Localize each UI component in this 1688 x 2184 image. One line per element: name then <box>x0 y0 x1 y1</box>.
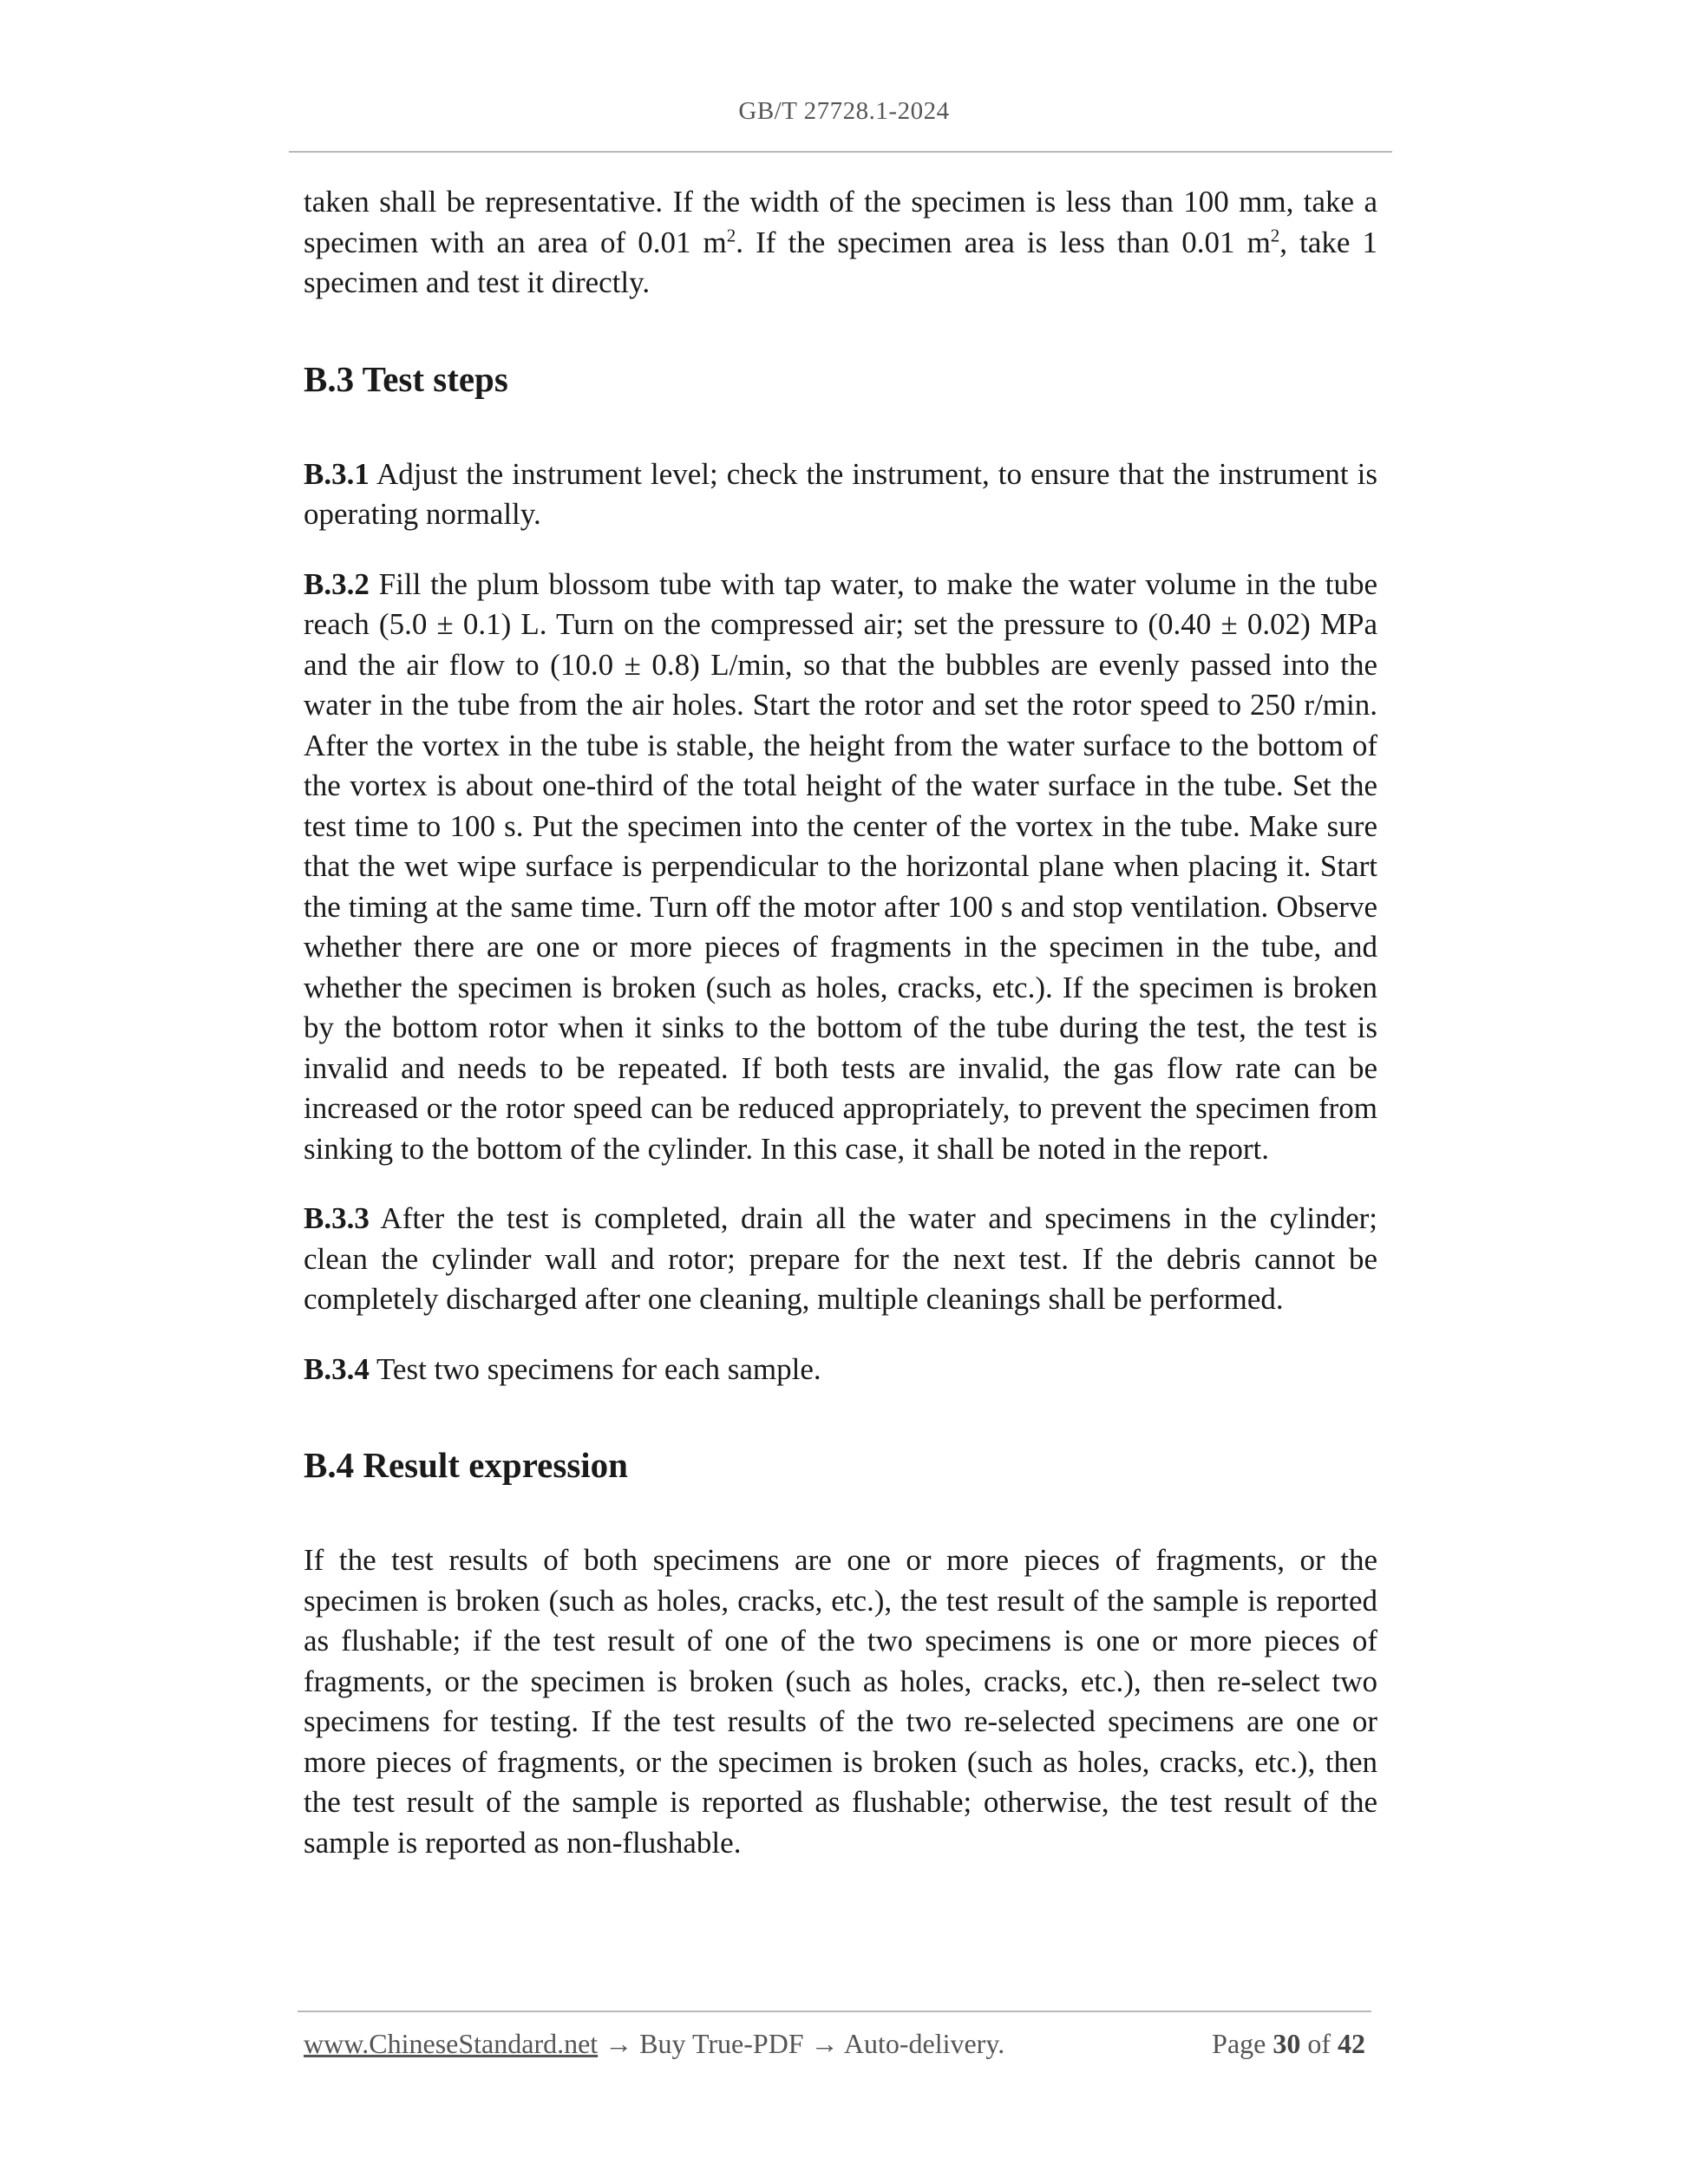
intro-paragraph <box>304 182 1377 304</box>
page-of-label: of <box>1300 2028 1338 2059</box>
clause-text: After the test is completed, drain all the water and specimens in the cylinder; clean the cylinder wall and rotor; prepare for the next test. If the debris cannot be completely discharged after one cleaning, multiple cleanings shall be performed. <box>304 1201 1377 1316</box>
clause-b-3-4 <box>304 1350 1377 1390</box>
arrow-icon: → <box>803 2028 844 2059</box>
buy-true-pdf-text: Buy True-PDF <box>639 2028 804 2059</box>
clause-number: B.3.1 <box>304 456 370 491</box>
website-link[interactable]: www.ChineseStandard.net <box>304 2028 599 2059</box>
clause-b-3-2 <box>304 565 1377 1170</box>
page-current: 30 <box>1273 2028 1301 2059</box>
intro-text-1: taken shall be representative. If the width of the specimen is less than 100 mm, take a specimen with an area of 0.01 m <box>304 185 1377 259</box>
section-heading-b4: B.4 Result expression <box>304 1445 628 1485</box>
body-content <box>304 182 1377 1893</box>
clause-b-3-3 <box>304 1199 1377 1320</box>
result-expression-paragraph: If the test results of both specimens are one or more pieces of fragments, or the specimen is broken (such as holes, cracks, etc.), the test result of the sample is reported as flushable; if the test result of one of the two specimens is one or more pieces of fragments, or the specimen is broken (such as holes, cracks, etc.), then re-select two specimens for testing. If the test results of the two re-selected specimens are one or more pieces of fragments, or the specimen is broken (such as holes, cracks, etc.), then the test result of the sample is reported as flushable; otherwise, the test result of the sample is reported as non-flushable. <box>304 1543 1377 1860</box>
header-title: GB/T 27728.1-2024 <box>738 97 950 125</box>
arrow-icon: → <box>598 2028 640 2059</box>
superscript-2: 2 <box>726 224 736 245</box>
section-heading-b3: B.3 Test steps <box>304 358 508 399</box>
clause-number: B.3.4 <box>304 1351 370 1386</box>
clause-text: Fill the plum blossom tube with tap water, to make the water volume in the tube reach (5.0 ± 0.1) L. Turn on the compressed air; set the pressure to (0.40 ± 0.02) MPa and the air flow to (10.0 ± 0.8) L/min, so that the bubbles are evenly passed into the water in the tube from the air holes. Start the rotor and set the rotor speed to 250 r/min. After the vortex in the tube is stable, the height from the water surface to the bottom of the vortex is about one-third of the total height of the water surface in the tube. Set the test time to 100 s. Put the specimen into the center of the vortex in the tube. Make sure that the wet wipe surface is perpendicular to the horizontal plane when placing it. Start the timing at the same time. Turn off the motor after 100 s and stop ventilation. Observe whether there are one or more pieces of fragments in the specimen in the tube, and whether the specimen is broken (such as holes, cracks, etc.). If the specimen is broken by the bottom rotor when it sinks to the bottom of the tube during the test, the test is invalid and needs to be repeated. If both tests are invalid, the gas flow rate can be increased or the rotor speed can be reduced appropriately, to prevent the specimen from sinking to the bottom of the cylinder. In this case, it shall be noted in the report. <box>304 566 1377 1166</box>
clause-number: B.3.3 <box>304 1201 370 1235</box>
page-label: Page <box>1212 2028 1273 2059</box>
clause-b-3-1 <box>304 454 1377 535</box>
header-divider <box>289 151 1392 153</box>
footer <box>304 2028 1365 2060</box>
page-total: 42 <box>1338 2028 1365 2059</box>
auto-delivery-text: Auto-delivery. <box>843 2028 1005 2059</box>
superscript-2: 2 <box>1270 224 1280 245</box>
clause-text: Adjust the instrument level; check the instrument, to ensure that the instrument is operating normally. <box>304 456 1377 531</box>
footer-divider <box>298 2011 1371 2012</box>
clause-text: Test two specimens for each sample. <box>369 1351 821 1386</box>
clause-number: B.3.2 <box>304 566 370 601</box>
footer-promo <box>304 2028 1004 2060</box>
intro-text-3: , take 1 specimen and test it directly. <box>304 225 1377 299</box>
page-number <box>1212 2028 1365 2060</box>
intro-text-2: . If the specimen area is less than 0.01 m <box>736 225 1271 259</box>
